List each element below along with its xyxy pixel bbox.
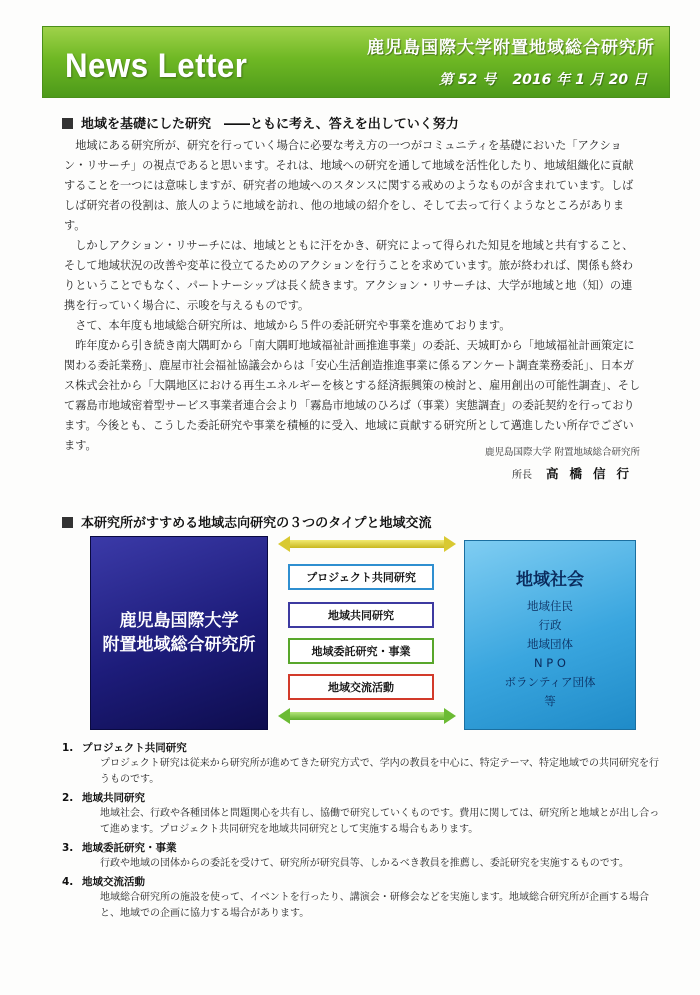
essay-paragraph: 昨年度から引き続き南大隅町から「南大隅町地域福祉計画推進事業」の委託、天城町から「地域福祉計画策定に関わる委託業務」、鹿屋市社会福祉協議会からは「安心生活創造推進事業に係るアンケート調査業務委託」、日本ガス株式会社から「大隅地区における再生エネルギーを核とする経済振興策の検討と、雇用創出の可能性調査」、そして霧島市地域密着型サービス事業者連合会より「霧島市地域のひろば（事業）実態調査」の委託契約を行っております。今後とも、こうした委託研究や事業を積極的に受入、地域に貢献する研究所として邁進したい所存でございます。: [64, 339, 641, 452]
square-bullet-icon: [62, 118, 73, 129]
signature-block: [485, 444, 640, 482]
essay-body: [64, 136, 642, 456]
section-heading-types: [62, 512, 431, 531]
issue-date: 2016 年 1 月 20 日: [512, 72, 647, 88]
community-member: 等: [544, 694, 556, 708]
signature-name: 高橋信行: [545, 466, 640, 481]
item-title: 地域交流活動: [82, 876, 145, 888]
list-item: [62, 740, 662, 788]
item-description: 行政や地域の団体からの委託を受けて、研究所が研究員等、しかるべき教員を推薦し、委託研究を実施するものです。: [100, 858, 629, 869]
community-members: [465, 597, 635, 711]
double-arrow-icon: [278, 708, 456, 724]
community-member: 行政: [538, 618, 562, 632]
newsletter-title: News Letter: [65, 47, 248, 85]
activity-box-project: プロジェクト共同研究: [288, 564, 434, 590]
university-box: [90, 536, 268, 730]
university-name: 鹿児島国際大学: [119, 611, 239, 631]
signature-affiliation: 鹿児島国際大学 附置地域総合研究所: [484, 447, 640, 458]
essay-paragraph: しかしアクション・リサーチには、地域とともに汗をかき、研究によって得られた知見を地域と共有すること、そして地域状況の改善や変革に役立てるためのアクションを行うことを求めています。旅が終われば、関係も終わりということでもなく、パートナーシップは長く続きます。アクション・リサーチは、大学が地域と地（知）の連携を行っていく場合に、示唆を与えるものです。: [64, 239, 634, 312]
item-number: 4.: [62, 876, 74, 888]
community-member: ボランティア団体: [504, 675, 596, 689]
item-description: 地域総合研究所の施設を使って、イベントを行ったり、講演会・研修会などを実施します。地域総合研究所が企画する場合と、地域での企画に協力する場合があります。: [100, 892, 649, 919]
signature-name-line: [485, 464, 640, 482]
research-types-diagram: [90, 536, 638, 734]
item-number: 1.: [62, 742, 74, 754]
activity-box-commissioned: 地域委託研究・事業: [288, 638, 434, 664]
list-item: [62, 790, 662, 838]
section-heading-research: [62, 113, 459, 132]
item-description: 地域社会、行政や各種団体と問題関心を共有し、協働で研究していくものです。費用に関しては、研究所と地域とが出し合って進めます。プロジェクト共同研究を地域共同研究として実施する場合もあります。: [100, 808, 660, 835]
institute-label: 附置地域総合研究所: [102, 635, 256, 655]
signature-role: 所長: [511, 470, 532, 481]
item-title: 地域委託研究・事業: [82, 842, 177, 854]
community-member: 地域住民: [527, 599, 573, 613]
activity-box-exchange: 地域交流活動: [288, 674, 434, 700]
community-member: 地域団体: [527, 637, 573, 651]
community-title: 地域社会: [516, 570, 584, 590]
institute-name: 鹿児島国際大学附置地域総合研究所: [367, 38, 655, 58]
section-heading-text: 本研究所がすすめる地域志向研究の３つのタイプと地域交流: [81, 516, 432, 531]
community-member: N P O: [534, 656, 566, 670]
section-heading-text: 地域を基礎にした研究 ――ともに考え、答えを出していく努力: [81, 117, 459, 132]
item-title: 地域共同研究: [82, 792, 145, 804]
double-arrow-icon: [278, 536, 456, 552]
item-number: 2.: [62, 792, 74, 804]
square-bullet-icon: [62, 517, 73, 528]
list-item: [62, 874, 662, 922]
issue-number: 第 52 号: [439, 72, 497, 88]
item-description: プロジェクト研究は従来から研究所が進めてきた研究方式で、学内の教員を中心に、特定テーマ、特定地域での共同研究を行うものです。: [100, 758, 659, 785]
item-title: プロジェクト共同研究: [82, 742, 187, 754]
item-number: 3.: [62, 842, 74, 854]
list-item: [62, 840, 662, 872]
activity-box-regional: 地域共同研究: [288, 602, 434, 628]
essay-paragraph: 地域にある研究所が、研究を行っていく場合に必要な考え方の一つがコミュニティを基礎においた「アクション・リサーチ」の視点であると思います。それは、地域への研究を通して地域を活性化したり、地域組織化に貢献することを一つには意味しますが、研究者の地域へのスタンスに関する戒めのようなものが含まれています。しばしば研究者の役割は、旅人のように地域を訪れ、他の地域の紹介をし、そして去って行くようなところがあります。: [64, 139, 634, 232]
essay-paragraph: さて、本年度も地域総合研究所は、地域から５件の委託研究や事業を進めております。: [75, 319, 511, 332]
community-box: [464, 540, 636, 730]
newsletter-header: [42, 26, 670, 98]
research-types-list: [62, 740, 662, 924]
